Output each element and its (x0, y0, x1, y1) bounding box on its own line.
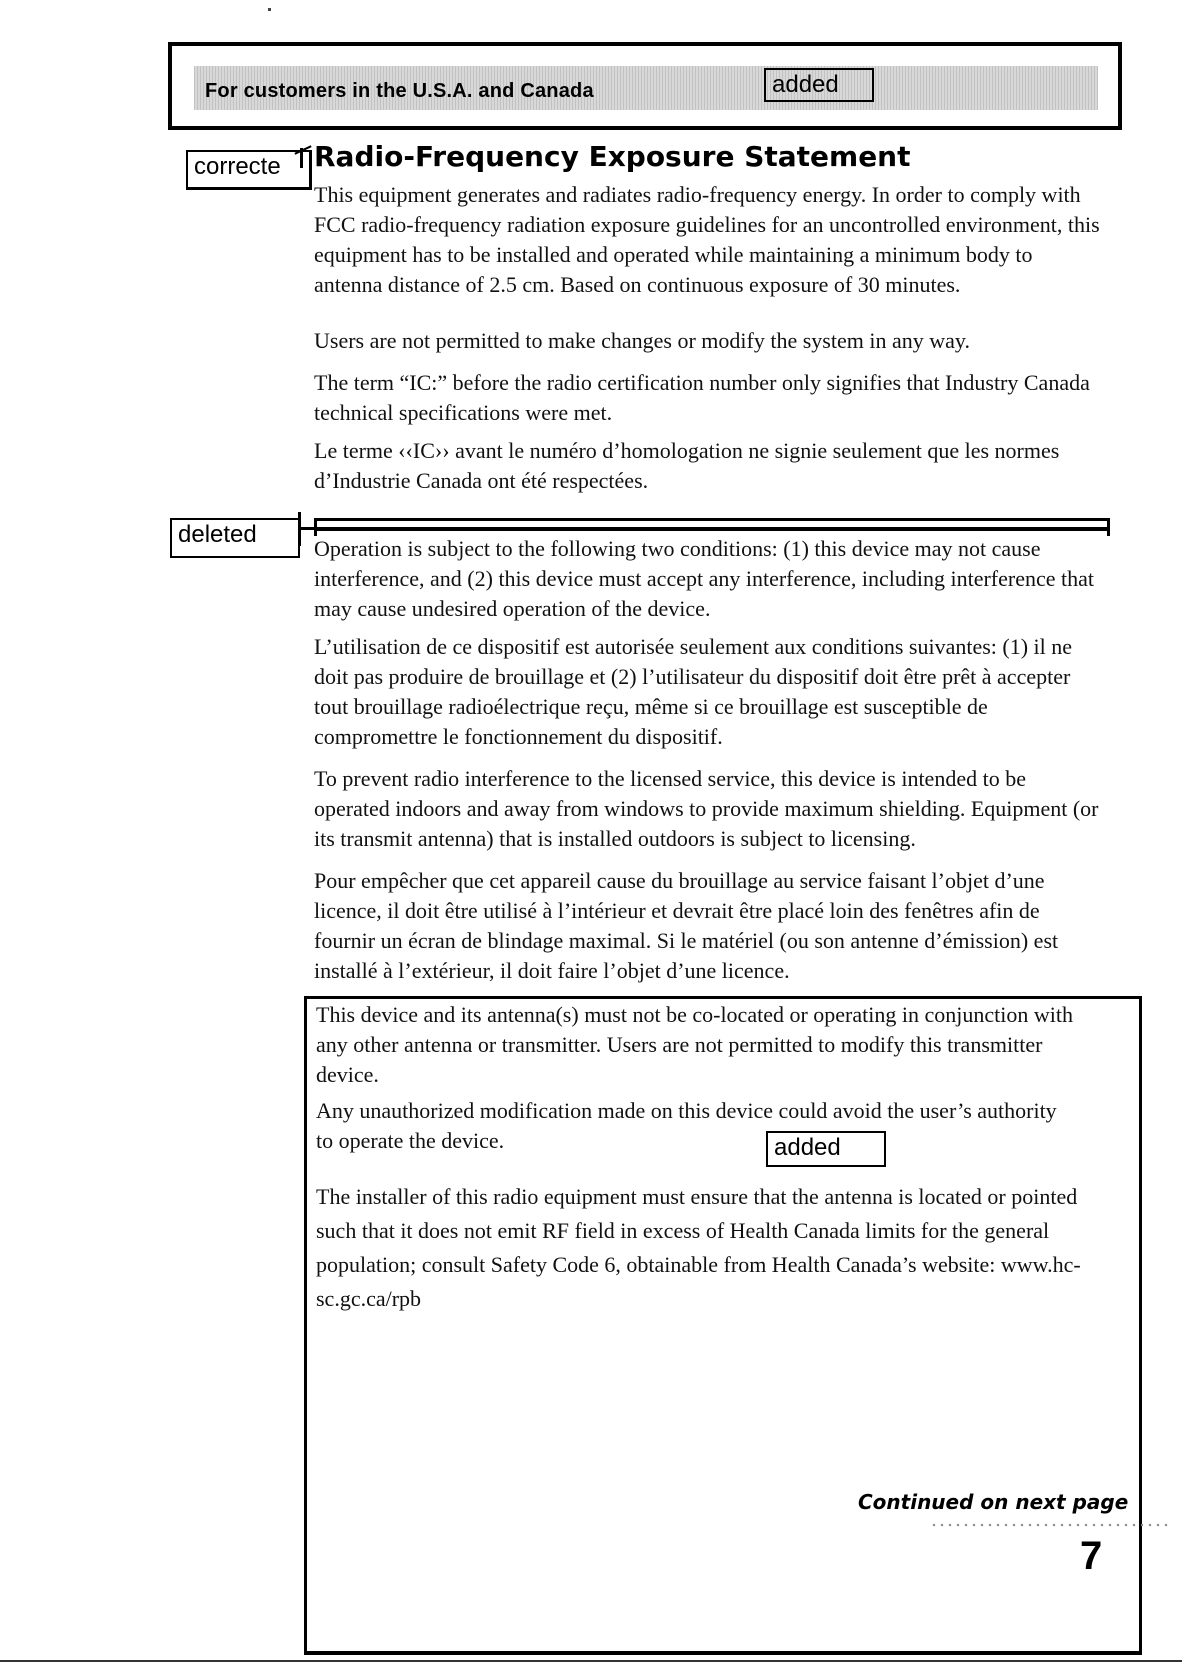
page-bottom-rule (0, 1660, 1182, 1662)
paragraph-indoor-use-fr: Pour empêcher que cet appareil cause du brouillage au service faisant l’objet d’une licence, il doit être utilisé à l’intérieur et devrait être placé loin des fenêtres afin de fournir un écran de blindage maximal. Si le matériel (ou son antenne d’émission) est installé à l’extérieur, il doit faire l’objet d’une licence. (314, 868, 1059, 983)
region-header-box (168, 42, 1122, 130)
notice-paragraph-unauthorized: Any unauthorized modification made on this device could avoid the user’s authority to operate the device. (316, 1098, 1057, 1153)
page-number: 7 (1080, 1534, 1103, 1578)
continued-on-next-page: Continued on next page (858, 1490, 1129, 1514)
scan-speck (268, 8, 271, 11)
added-stamp-notice: added (766, 1131, 886, 1167)
deleted-stamp: deleted (170, 518, 300, 558)
paragraph-operation-conditions-en: Operation is subject to the following two conditions: (1) this device may not cause interference, and (2) this device must accept any interference, including interference that may cause undesired operation of the device. (314, 536, 1095, 621)
paragraph-ic-term-en: The term “IC:” before the radio certification number only signifies that Industry Canada technical specifications were met. (314, 370, 1090, 425)
section-heading: Radio-Frequency Exposure Statement (314, 140, 911, 173)
added-stamp-header: added (764, 68, 874, 102)
paragraph-ic-term-fr: Le terme ‹‹IC›› avant le numéro d’homologation ne signie seulement que les normes d’Industrie Canada ont été respectées. (314, 438, 1060, 493)
paragraph-indoor-use-en: To prevent radio interference to the licensed service, this device is intended to be operated indoors and away from windows to provide maximum shielding. Equipment (or its transmit antenna) that is installed outdoors is subject to licensing. (314, 766, 1099, 851)
region-header-title: For customers in the U.S.A. and Canada (205, 80, 594, 102)
correcte-stamp: correcte (186, 150, 312, 190)
notice-paragraph-colocation: This device and its antenna(s) must not be co-located or operating in conjunction with any other antenna or transmitter. Users are not permitted to modify this transmitter device. (316, 1002, 1073, 1087)
paragraph-operation-conditions-fr: L’utilisation de ce dispositif est autorisée seulement aux conditions suivantes: (1) il ne doit pas produire de brouillage et (2) l’utilisateur du dispositif doit être prêt à accepter tout brouillage radioélectrique reçu, même si ce brouillage est susceptible de compromettre le fonctionnement du dispositif. (314, 634, 1073, 749)
paragraph-no-modification: Users are not permitted to make changes or modify the system in any way. (314, 328, 970, 353)
antenna-notice-box (304, 996, 1142, 1655)
notice-paragraph-installer: The installer of this radio equipment must ensure that the antenna is located or pointed such that it does not emit RF field in excess of Health Canada limits for the general population; consult Safety Code 6, obtainable from Health Canada’s website: www.hc-sc.gc.ca/rpb (316, 1184, 1081, 1311)
footer-dotted-rule (930, 1522, 1170, 1528)
paragraph-rf-exposure: This equipment generates and radiates radio-frequency energy. In order to comply with FCC radio-frequency radiation exposure guidelines for an uncontrolled environment, this equipment has to be installed and operated while maintaining a minimum body to antenna distance of 2.5 cm. Based on continuous exposure of 30 minutes. (314, 182, 1100, 297)
